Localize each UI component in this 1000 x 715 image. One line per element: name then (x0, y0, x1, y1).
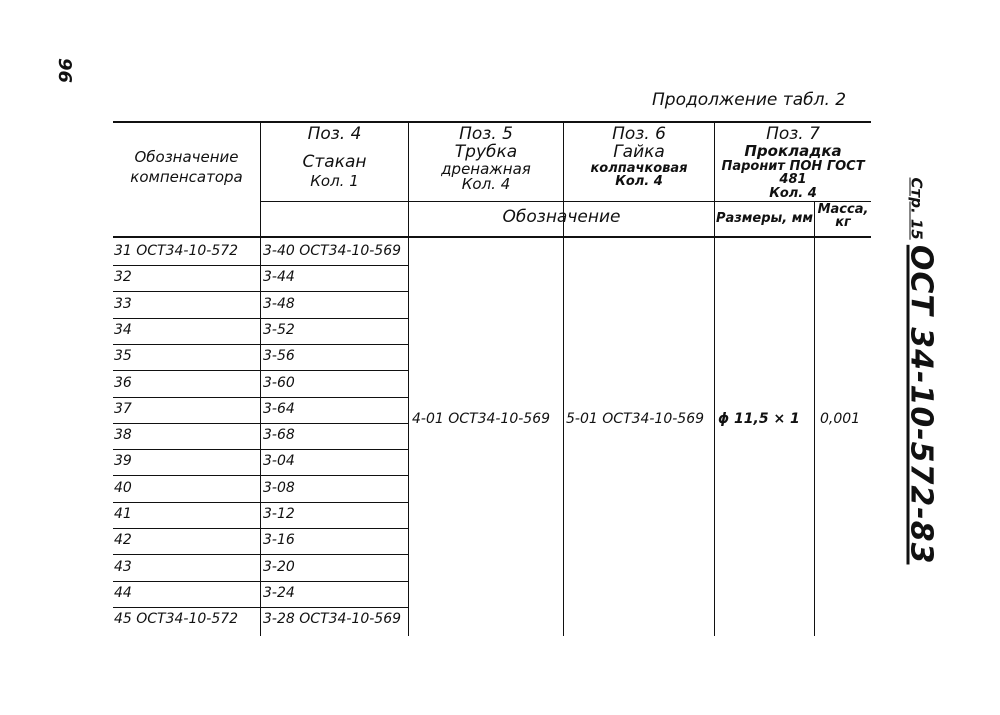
row-underline (260, 265, 408, 266)
standard-code: ОСТ 34-10-572-83 (903, 244, 939, 565)
row-underline (113, 449, 260, 450)
table-continuation-caption: Продолжение табл. 2 (652, 90, 847, 110)
pos4-designation: 3-24 (263, 584, 295, 601)
merged-massa-value: 0,001 (820, 411, 861, 427)
pos4-designation: 3-48 (263, 295, 295, 312)
row-underline (113, 344, 260, 345)
compensator-designation: 34 (114, 321, 132, 338)
row-underline (113, 502, 260, 503)
row-underline (260, 554, 408, 555)
compensator-designation: 43 (114, 558, 132, 575)
merged-pos5-value: 4-01 ОСТ34-10-569 (412, 411, 551, 427)
compensator-designation: 42 (114, 532, 132, 549)
row-underline (113, 265, 260, 266)
header-pos7: Поз. 7 Прокладка Паронит ПОН ГОСТ 481 Кол. 4 (721, 124, 865, 201)
row-underline (113, 318, 260, 319)
compensator-designation: 36 (114, 374, 132, 391)
header-oboznachenie: Обозначение (502, 207, 621, 227)
sheet-label: Стр. 15 (907, 177, 926, 240)
row-underline (113, 607, 260, 608)
pos4-designation: 3-52 (263, 321, 295, 338)
header-designation: Обозначение компенсатора (130, 148, 243, 186)
row-underline (113, 291, 260, 292)
compensator-designation: 37 (114, 400, 132, 417)
row-underline (113, 475, 260, 476)
compensator-designation: 32 (114, 269, 132, 286)
pos4-designation: 3-12 (263, 506, 295, 522)
header-razmery: Размеры, мм (715, 211, 814, 226)
pos4-designation: 3-56 (263, 348, 295, 365)
row-underline (260, 475, 408, 476)
row-underline (260, 318, 408, 319)
pos4-designation: 3-28 ОСТ34-10-569 (263, 611, 402, 628)
pos4-designation: 3-08 (263, 479, 295, 496)
compensator-designation: 45 ОСТ34-10-572 (114, 611, 239, 628)
compensator-designation: 31 ОСТ34-10-572 (114, 243, 239, 259)
row-underline (260, 502, 408, 503)
row-underline (260, 423, 408, 424)
merged-pos6-value: 5-01 ОСТ34-10-569 (566, 411, 705, 427)
header-pos5: Поз. 5 Трубка дренажная Кол. 4 (441, 124, 531, 194)
compensator-designation: 38 (114, 427, 132, 444)
compensator-designation: 44 (114, 584, 132, 601)
row-underline (260, 581, 408, 582)
row-underline (260, 344, 408, 345)
row-underline (260, 607, 408, 608)
pos4-designation: 3-16 (263, 532, 295, 549)
pos4-designation: 3-20 (263, 558, 295, 575)
pos4-designation: 3-64 (263, 400, 295, 417)
row-underline (260, 370, 408, 371)
row-underline (113, 528, 260, 529)
row-underline (260, 397, 408, 398)
pos4-designation: 3-68 (263, 427, 295, 444)
header-massa: Масса, кг (817, 202, 869, 230)
row-underline (260, 449, 408, 450)
side-stamp (903, 177, 939, 565)
header-pos4: Поз. 4 Стакан Кол. 1 (302, 124, 367, 190)
row-underline (260, 291, 408, 292)
pos4-designation: 3-44 (263, 269, 295, 286)
page-number: 96 (54, 57, 76, 84)
pos4-designation: 3-04 (263, 453, 295, 470)
header-pos6: Поз. 6 Гайка колпачковая Кол. 4 (590, 124, 688, 190)
row-underline (113, 370, 260, 371)
compensator-designation: 33 (114, 295, 132, 312)
row-underline (113, 423, 260, 424)
row-underline (113, 554, 260, 555)
compensator-designation: 39 (114, 453, 132, 470)
pos4-designation: 3-60 (263, 374, 295, 391)
compensator-designation: 35 (114, 348, 132, 365)
pos4-designation: 3-40 ОСТ34-10-569 (263, 243, 402, 259)
compensator-designation: 41 (114, 506, 132, 522)
row-underline (113, 397, 260, 398)
merged-pos7-value: ϕ 11,5 × 1 (718, 411, 800, 427)
row-underline (260, 528, 408, 529)
row-underline (113, 581, 260, 582)
compensator-designation: 40 (114, 479, 132, 496)
